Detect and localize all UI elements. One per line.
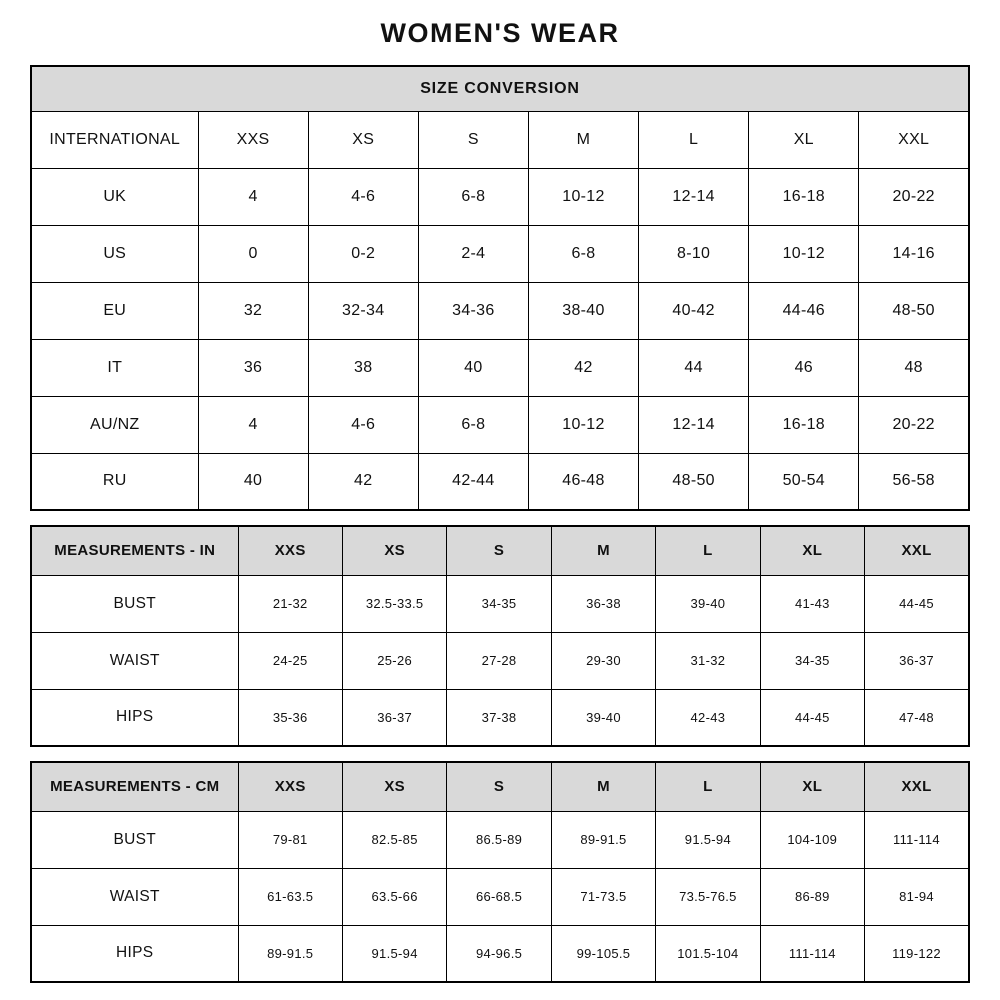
table-cell: 38	[308, 339, 418, 396]
table-cell: 25-26	[342, 632, 446, 689]
table-cell: 37-38	[447, 689, 551, 746]
table-cell: 34-35	[760, 632, 864, 689]
table-cell: 40	[418, 339, 528, 396]
table-cell: 73.5-76.5	[656, 868, 760, 925]
table-cell: 94-96.5	[447, 925, 551, 982]
table-cell: 35-36	[238, 689, 342, 746]
table-cell: 40	[198, 453, 308, 510]
column-header: L	[656, 762, 760, 811]
table-cell: 20-22	[859, 168, 969, 225]
row-label: BUST	[31, 575, 238, 632]
table-cell: 119-122	[865, 925, 969, 982]
column-header: L	[639, 111, 749, 168]
table-row	[31, 225, 969, 282]
table-cell: 46	[749, 339, 859, 396]
measurements-in-table	[30, 525, 970, 747]
column-header: XL	[749, 111, 859, 168]
measurements-cm-table	[30, 761, 970, 983]
header-row	[31, 526, 969, 575]
table-row	[31, 632, 969, 689]
table-cell: 12-14	[639, 168, 749, 225]
row-label: AU/NZ	[31, 396, 198, 453]
size-conversion-band-title: SIZE CONVERSION	[31, 66, 969, 111]
column-header: S	[418, 111, 528, 168]
table-cell: 56-58	[859, 453, 969, 510]
column-header: M	[551, 526, 655, 575]
table-cell: 14-16	[859, 225, 969, 282]
row-label: UK	[31, 168, 198, 225]
table-cell: 79-81	[238, 811, 342, 868]
row-label: WAIST	[31, 632, 238, 689]
table-cell: 111-114	[760, 925, 864, 982]
row-label: EU	[31, 282, 198, 339]
table-cell: 81-94	[865, 868, 969, 925]
table-cell: 16-18	[749, 396, 859, 453]
table-row	[31, 396, 969, 453]
table-cell: 48	[859, 339, 969, 396]
table-row	[31, 339, 969, 396]
table-cell: 42-43	[656, 689, 760, 746]
table-cell: 101.5-104	[656, 925, 760, 982]
table-cell: 39-40	[656, 575, 760, 632]
column-header: XXS	[198, 111, 308, 168]
header-row	[31, 762, 969, 811]
page-title: WOMEN'S WEAR	[380, 18, 620, 48]
table-row	[31, 282, 969, 339]
table-cell: 46-48	[528, 453, 638, 510]
table-cell: 6-8	[418, 396, 528, 453]
table-cell: 82.5-85	[342, 811, 446, 868]
table-cell: 4-6	[308, 396, 418, 453]
column-header: XXS	[238, 526, 342, 575]
column-header: XXS	[238, 762, 342, 811]
table-cell: 10-12	[749, 225, 859, 282]
table-cell: 71-73.5	[551, 868, 655, 925]
column-header: XL	[760, 762, 864, 811]
table-cell: 42	[528, 339, 638, 396]
column-header: XS	[342, 762, 446, 811]
header-row	[31, 111, 969, 168]
table-cell: 41-43	[760, 575, 864, 632]
row-label: RU	[31, 453, 198, 510]
table-row	[31, 168, 969, 225]
table-cell: 38-40	[528, 282, 638, 339]
table-cell: 12-14	[639, 396, 749, 453]
column-header: XS	[308, 111, 418, 168]
table-cell: 4	[198, 396, 308, 453]
table-cell: 66-68.5	[447, 868, 551, 925]
row-label: HIPS	[31, 689, 238, 746]
column-header: XXL	[865, 762, 969, 811]
table-cell: 32-34	[308, 282, 418, 339]
column-header: S	[447, 762, 551, 811]
table-cell: 31-32	[656, 632, 760, 689]
table-cell: 91.5-94	[656, 811, 760, 868]
table-cell: 89-91.5	[551, 811, 655, 868]
table-cell: 40-42	[639, 282, 749, 339]
table-cell: 21-32	[238, 575, 342, 632]
table-cell: 34-35	[447, 575, 551, 632]
table-cell: 86-89	[760, 868, 864, 925]
table-cell: 8-10	[639, 225, 749, 282]
table-cell: 10-12	[528, 396, 638, 453]
table-cell: 44-45	[760, 689, 864, 746]
table-cell: 36-37	[865, 632, 969, 689]
table-cell: 86.5-89	[447, 811, 551, 868]
column-header: XL	[760, 526, 864, 575]
table-cell: 16-18	[749, 168, 859, 225]
column-header: M	[551, 762, 655, 811]
table-cell: 44-45	[865, 575, 969, 632]
table-cell: 0	[198, 225, 308, 282]
column-header: MEASUREMENTS - IN	[31, 526, 238, 575]
size-conversion-band-row	[31, 66, 969, 111]
column-header: L	[656, 526, 760, 575]
table-cell: 36-38	[551, 575, 655, 632]
column-header: XXL	[859, 111, 969, 168]
table-cell: 24-25	[238, 632, 342, 689]
table-cell: 29-30	[551, 632, 655, 689]
column-header: S	[447, 526, 551, 575]
table-cell: 2-4	[418, 225, 528, 282]
column-header: XXL	[865, 526, 969, 575]
table-cell: 34-36	[418, 282, 528, 339]
table-row	[31, 868, 969, 925]
table-cell: 42-44	[418, 453, 528, 510]
table-cell: 10-12	[528, 168, 638, 225]
table-cell: 27-28	[447, 632, 551, 689]
table-cell: 91.5-94	[342, 925, 446, 982]
column-header: INTERNATIONAL	[31, 111, 198, 168]
column-header: M	[528, 111, 638, 168]
row-label: IT	[31, 339, 198, 396]
row-label: HIPS	[31, 925, 238, 982]
column-header: MEASUREMENTS - CM	[31, 762, 238, 811]
column-header: XS	[342, 526, 446, 575]
table-cell: 50-54	[749, 453, 859, 510]
table-cell: 32	[198, 282, 308, 339]
table-cell: 4	[198, 168, 308, 225]
table-row	[31, 925, 969, 982]
table-cell: 36-37	[342, 689, 446, 746]
table-row	[31, 453, 969, 510]
table-cell: 44-46	[749, 282, 859, 339]
table-cell: 20-22	[859, 396, 969, 453]
table-cell: 48-50	[639, 453, 749, 510]
size-conversion-table	[30, 65, 970, 511]
row-label: US	[31, 225, 198, 282]
table-cell: 42	[308, 453, 418, 510]
table-cell: 48-50	[859, 282, 969, 339]
table-cell: 44	[639, 339, 749, 396]
table-cell: 104-109	[760, 811, 864, 868]
table-cell: 6-8	[528, 225, 638, 282]
table-cell: 39-40	[551, 689, 655, 746]
row-label: BUST	[31, 811, 238, 868]
table-cell: 4-6	[308, 168, 418, 225]
table-cell: 0-2	[308, 225, 418, 282]
table-row	[31, 689, 969, 746]
table-cell: 47-48	[865, 689, 969, 746]
table-cell: 6-8	[418, 168, 528, 225]
table-cell: 36	[198, 339, 308, 396]
table-row	[31, 575, 969, 632]
row-label: WAIST	[31, 868, 238, 925]
table-cell: 99-105.5	[551, 925, 655, 982]
table-row	[31, 811, 969, 868]
table-cell: 63.5-66	[342, 868, 446, 925]
table-cell: 111-114	[865, 811, 969, 868]
table-cell: 61-63.5	[238, 868, 342, 925]
table-cell: 32.5-33.5	[342, 575, 446, 632]
table-cell: 89-91.5	[238, 925, 342, 982]
